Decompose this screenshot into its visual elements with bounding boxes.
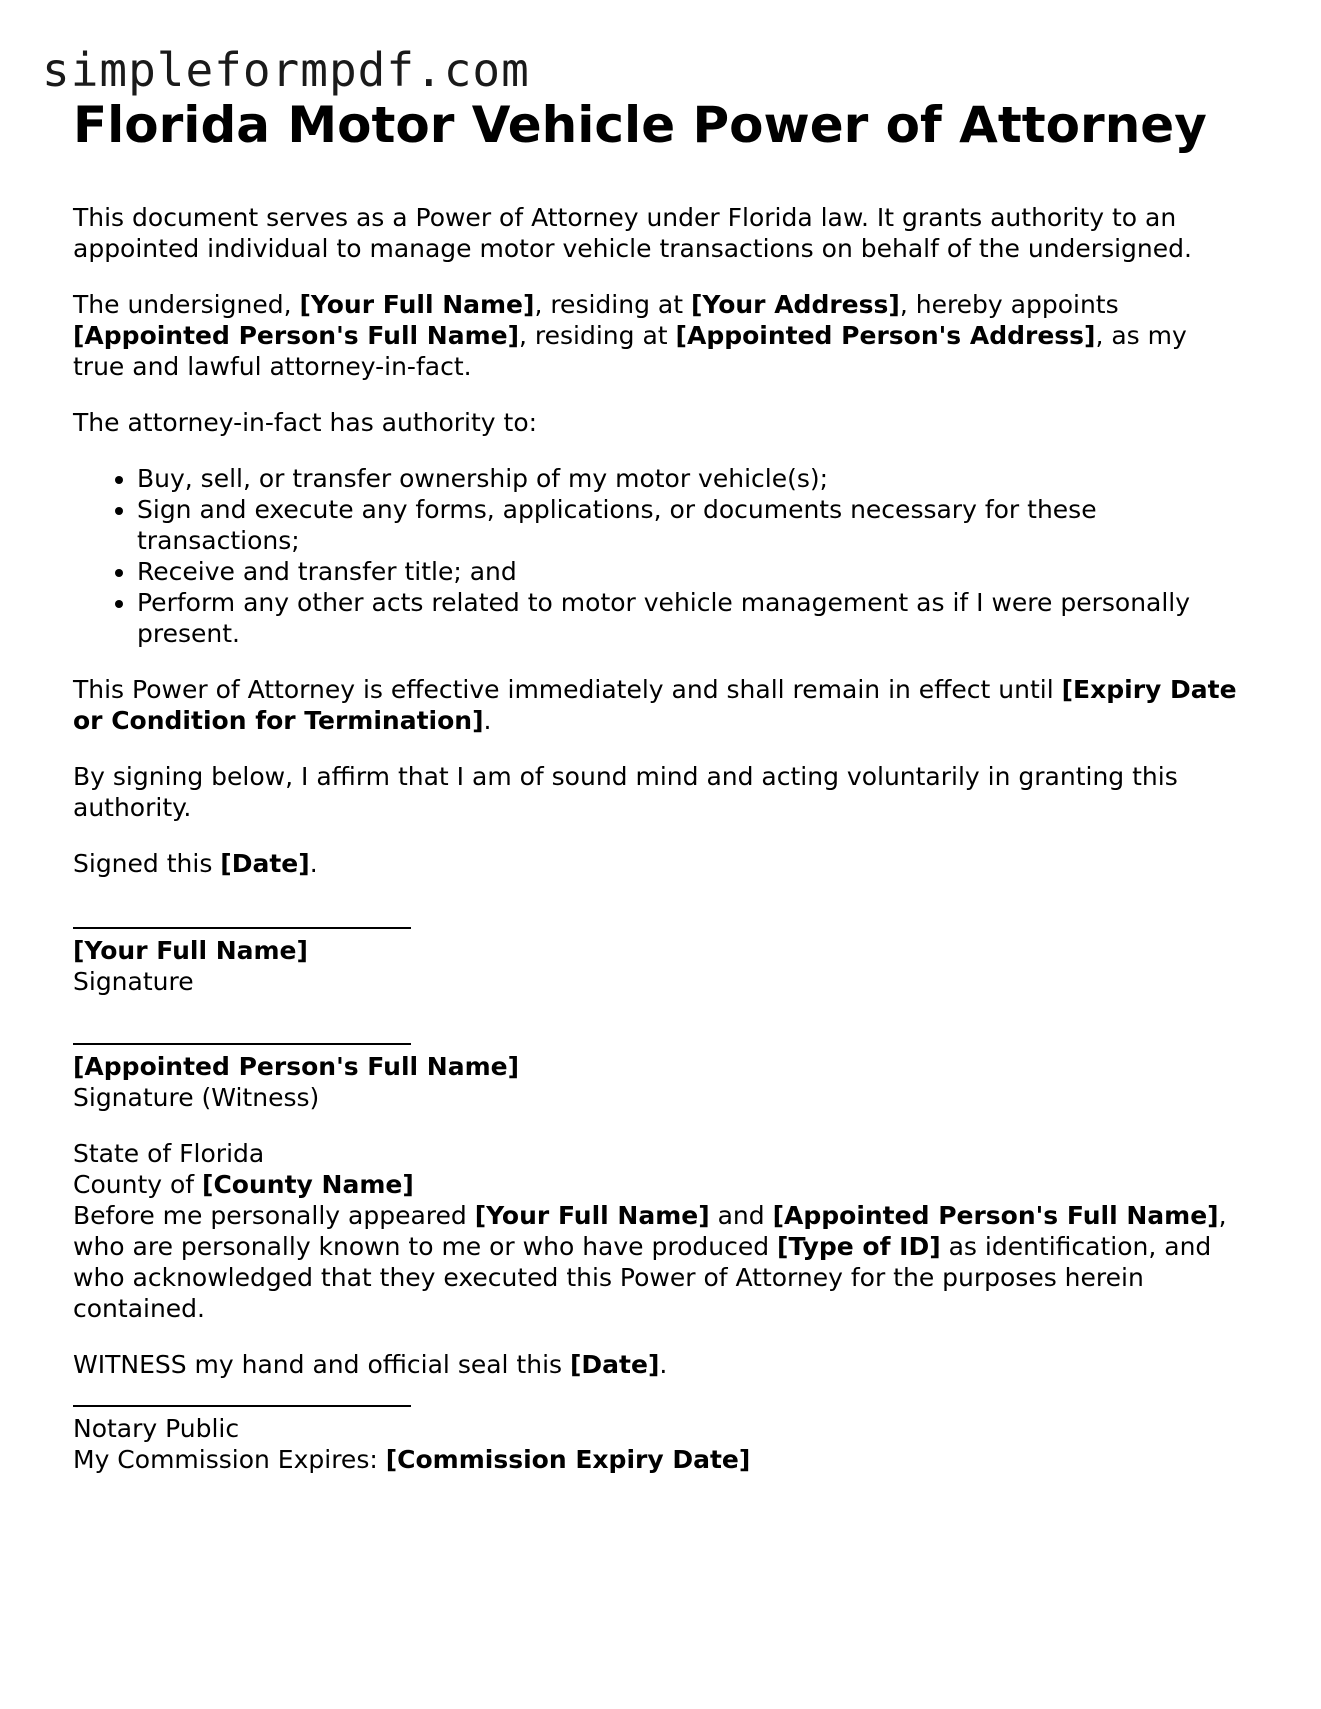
authority-list <box>73 463 1243 649</box>
notary-your-name-placeholder: [Your Full Name] <box>474 1201 710 1230</box>
authority-item: • Receive and transfer title; and <box>137 556 1243 587</box>
signed-date-placeholder: [Date] <box>220 849 310 878</box>
witness-paragraph <box>73 1349 1243 1380</box>
signer-name: [Appointed Person's Full Name] <box>73 1052 520 1081</box>
appointment-text: , residing at <box>534 290 691 319</box>
signed-paragraph <box>73 848 1243 879</box>
expiry-placeholder: [Expiry Date or Condition for Termination] <box>73 675 1237 735</box>
signature-line <box>73 927 411 929</box>
authority-item: • Buy, sell, or transfer ownership of my motor vehicle(s); <box>137 463 1243 494</box>
appointed-name-placeholder: [Appointed Person's Full Name] <box>73 321 520 350</box>
your-address-placeholder: [Your Address] <box>690 290 900 319</box>
appointed-address-placeholder: [Appointed Person's Address] <box>675 321 1096 350</box>
signed-text: . <box>309 849 318 878</box>
signed-text: Signed this <box>73 849 221 878</box>
signature-label: Signature (Witness) <box>73 1083 320 1112</box>
appointment-paragraph <box>73 289 1243 382</box>
appointment-text: , as my true and lawful attorney-in-fact. <box>73 321 1187 381</box>
signature-block-witness <box>73 1043 1243 1113</box>
notary-text: as identification, and who acknowledged that they executed this Power of Attorney for the purposes herein contained. <box>73 1232 1212 1323</box>
notary-block <box>73 1138 1243 1324</box>
appointment-text: , residing at <box>519 321 676 350</box>
appointment-text: , hereby appoints <box>899 290 1119 319</box>
document-page <box>73 94 1243 1500</box>
notary-state: State of Florida <box>73 1139 265 1168</box>
authority-intro: The attorney-in-fact has authority to: <box>73 408 538 437</box>
notary-signature-block <box>73 1405 1243 1475</box>
notary-public-label: Notary Public <box>73 1414 240 1443</box>
notary-county <box>73 1169 1243 1200</box>
affirm-paragraph: By signing below, I affirm that I am of sound mind and acting voluntarily in granting this authority. <box>73 762 1178 822</box>
notary-text: , who are personally known to me or who have produced <box>73 1201 1227 1261</box>
document-title: Florida Motor Vehicle Power of Attorney <box>73 96 1207 154</box>
notary-appointed-name-placeholder: [Appointed Person's Full Name] <box>772 1201 1219 1230</box>
witness-text: WITNESS my hand and official seal this <box>73 1350 570 1379</box>
commission-label: My Commission Expires: <box>73 1445 386 1474</box>
commission-line <box>73 1444 1243 1475</box>
authority-item: • Sign and execute any forms, applications, or documents necessary for these transactions; <box>137 494 1243 556</box>
your-name-placeholder: [Your Full Name] <box>299 290 535 319</box>
notary-text: Before me personally appeared <box>73 1201 475 1230</box>
effective-text: . <box>483 706 492 735</box>
authority-item: • Perform any other acts related to motor vehicle management as if I were personally present. <box>137 587 1243 649</box>
notary-text: and <box>709 1201 773 1230</box>
signature-line <box>73 1043 411 1045</box>
signature-label: Signature <box>73 967 194 996</box>
effective-text: This Power of Attorney is effective immediately and shall remain in effect until <box>73 675 1062 704</box>
witness-text: . <box>659 1350 668 1379</box>
signature-line <box>73 1405 411 1407</box>
signer-name: [Your Full Name] <box>73 936 308 965</box>
signature-block-principal <box>73 927 1243 997</box>
witness-date-placeholder: [Date] <box>570 1350 660 1379</box>
commission-date-placeholder: [Commission Expiry Date] <box>385 1445 751 1474</box>
notary-statement <box>73 1200 1243 1324</box>
id-type-placeholder: [Type of ID] <box>777 1232 941 1261</box>
appointment-text: The undersigned, <box>73 290 300 319</box>
intro-paragraph: This document serves as a Power of Attorney under Florida law. It grants authority to an appointed individual to manage motor vehicle transactions on behalf of the undersigned. <box>73 203 1192 263</box>
county-placeholder: [County Name] <box>202 1170 414 1199</box>
effective-paragraph <box>73 674 1243 736</box>
county-label: County of <box>73 1170 203 1199</box>
site-watermark: simpleformpdf.com <box>42 43 530 97</box>
